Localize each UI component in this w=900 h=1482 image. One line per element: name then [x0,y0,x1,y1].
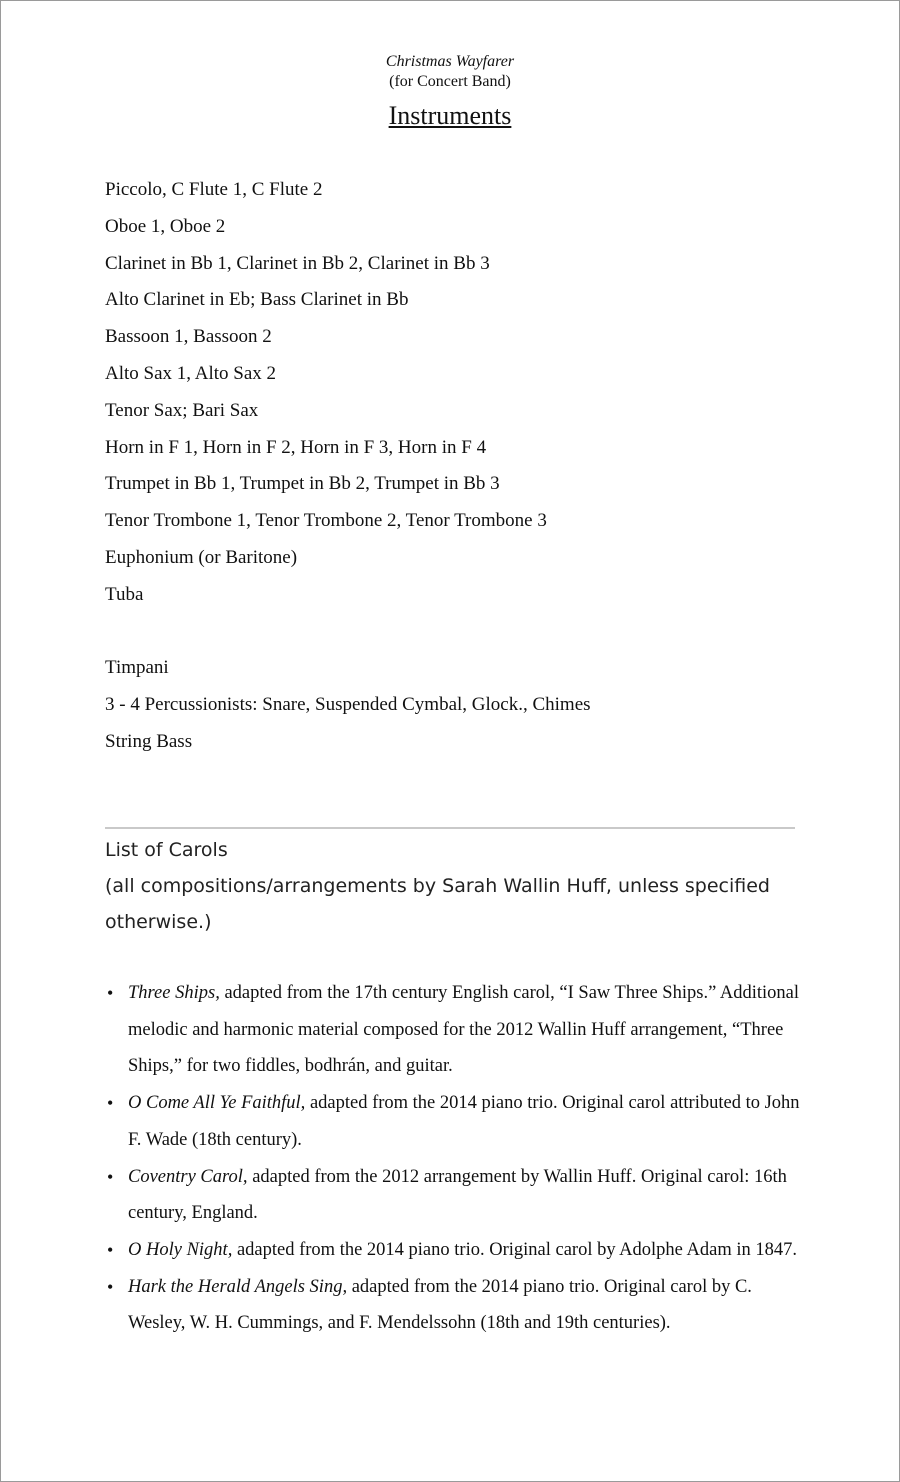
instrument-line: Clarinet in Bb 1, Clarinet in Bb 2, Clarinet in Bb 3 [105,252,490,274]
carol-title: O Come All Ye Faithful, [128,1093,306,1114]
carol-item [105,975,805,1085]
piece-title: Christmas Wayfarer [385,53,515,70]
instrument-line: Horn in F 1, Horn in F 2, Horn in F 3, Horn in F 4 [105,436,487,458]
instrument-line: Trumpet in Bb 1, Trumpet in Bb 2, Trumpet in Bb 3 [105,473,500,495]
instrument-line: Bassoon 1, Bassoon 2 [105,326,272,348]
other-instrument-line: Timpani [105,657,169,679]
carol-description: adapted from the 2014 piano trio. Original carol by C. Wesley, W. H. Cummings, and F. Mendelssohn (18th and 19th centuries). [128,1276,752,1334]
carol-title: Three Ships, [128,983,220,1003]
carol-list [105,975,805,1342]
carol-description: adapted from the 2012 arrangement by Wallin Huff. Original carol: 16th century, England. [128,1166,787,1224]
carol-description: adapted from the 17th century English carol, “I Saw Three Ships.” Additional melodic and harmonic material composed for the 2012 Wallin Huff arrangement, “Three Ships,” for two fiddles, bodhrán, and guitar. [128,983,800,1077]
section-divider [105,827,795,829]
carols-subheading: (all compositions/arrangements by Sarah Wallin Huff, unless specified otherwise.) [105,875,770,933]
instrument-line: Tuba [105,583,144,605]
instrument-line: Alto Clarinet in Eb; Bass Clarinet in Bb [105,289,409,311]
bullet-icon: • [107,983,114,1003]
instrument-line: Tenor Sax; Bari Sax [105,399,259,421]
instrument-line: Euphonium (or Baritone) [105,546,298,568]
carol-title: O Holy Night, [128,1239,233,1260]
carols-heading-block [105,832,795,940]
bullet-icon: • [107,1166,114,1187]
bullet-icon: • [107,1093,114,1114]
carol-item [105,1159,805,1232]
spacer [105,614,591,651]
instrument-line: Oboe 1, Oboe 2 [105,215,226,237]
instruments-heading: Instruments [388,101,512,130]
carol-title: Coventry Carol, [128,1166,248,1187]
piece-subtitle: (for Concert Band) [389,73,511,90]
instrument-line: Piccolo, C Flute 1, C Flute 2 [105,179,323,200]
carol-description: adapted from the 2014 piano trio. Original carol by Adolphe Adam in 1847. [232,1239,797,1260]
other-instrument-line: String Bass [105,730,193,752]
document-header [0,52,900,132]
bullet-icon: • [107,1239,114,1260]
bullet-icon: • [107,1276,114,1297]
instrument-list [105,172,591,761]
carol-item [105,1269,805,1342]
carols-heading: List of Carols [105,839,228,861]
instrument-line: Alto Sax 1, Alto Sax 2 [105,362,277,384]
carol-title: Hark the Herald Angels Sing, [128,1276,348,1297]
instrument-line: Tenor Trombone 1, Tenor Trombone 2, Tenor Trombone 3 [105,510,547,532]
carol-item [105,1232,805,1269]
carol-item [105,1085,805,1158]
carol-description: adapted from the 2014 piano trio. Original carol attributed to John F. Wade (18th century). [128,1093,800,1150]
other-instrument-line: 3 - 4 Percussionists: Snare, Suspended Cymbal, Glock., Chimes [105,694,591,716]
